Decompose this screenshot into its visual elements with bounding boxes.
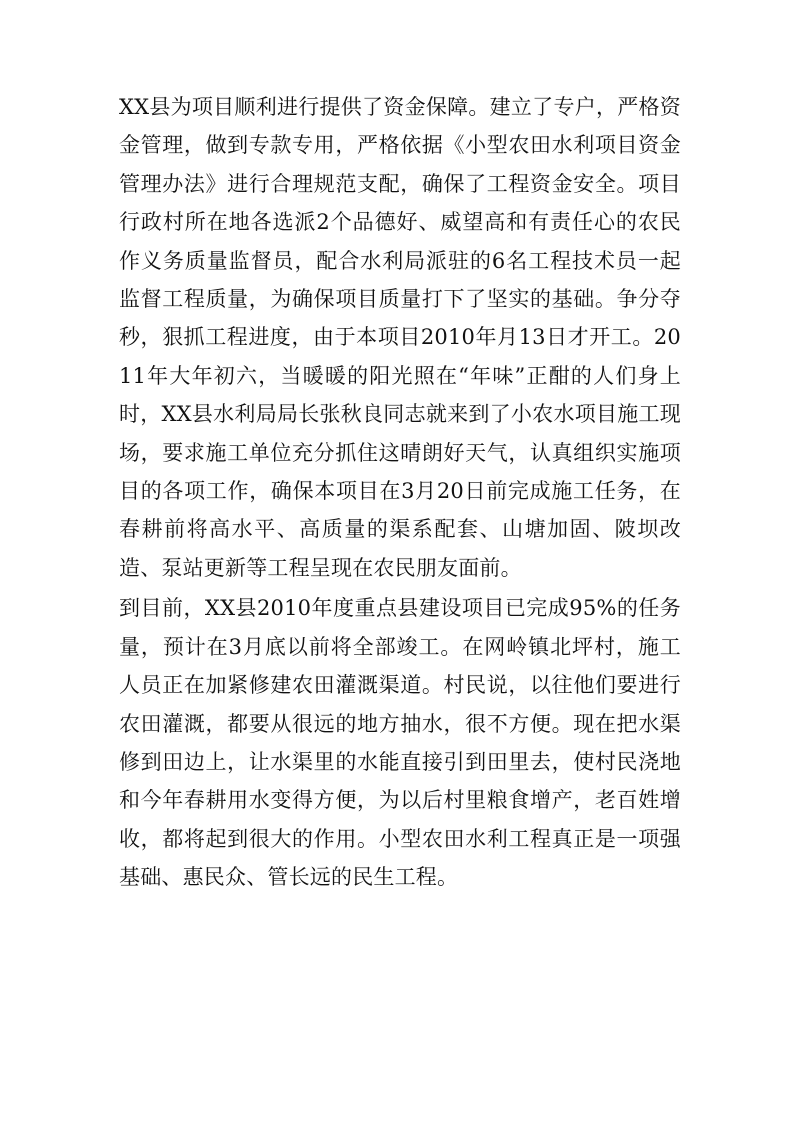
paragraph-funding-and-progress: XX县为项目顺利进行提供了资金保障。建立了专户，严格资金管理，做到专款专用，严格依据《小型农田水利项目资金管理办法》进行合理规范支配，确保了工程资金安全。项目行政村所在地各选派2个品德好、威望高和有责任心的农民作义务质量监督员，配合水利局派驻的6名工程技术员一起监督工程质量，为确保项目质量打下了坚实的基础。争分夺秒，狠抓工程进度，由于本项目2010年月13日才开工。2011年大年初六，当暖暖的阳光照在“年味”正酣的人们身上时，XX县水利局局长张秋良同志就来到了小农水项目施工现场，要求施工单位充分抓住这晴朗好天气，认真组织实施项目的各项工作，确保本项目在3月20日前完成施工任务，在春耕前将高水平、高质量的渠系配套、山塘加固、陂坝改造、泵站更新等工程呈现在农民朋友面前。	[119, 95, 681, 580]
document-body	[119, 88, 681, 897]
paragraph-current-status: 到目前，XX县2010年度重点县建设项目已完成95%的任务量，预计在3月底以前将全部竣工。在网岭镇北坪村，施工人员正在加紧修建农田灌溉渠道。村民说，以往他们要进行农田灌溉，都要从很远的地方抽水，很不方便。现在把水渠修到田边上，让水渠里的水能直接引到田里去，使村民浇地和今年春耕用水变得方便，为以后村里粮食增产，老百姓增收，都将起到很大的作用。小型农田水利工程真正是一项强基础、惠民众、管长远的民生工程。	[119, 596, 681, 890]
